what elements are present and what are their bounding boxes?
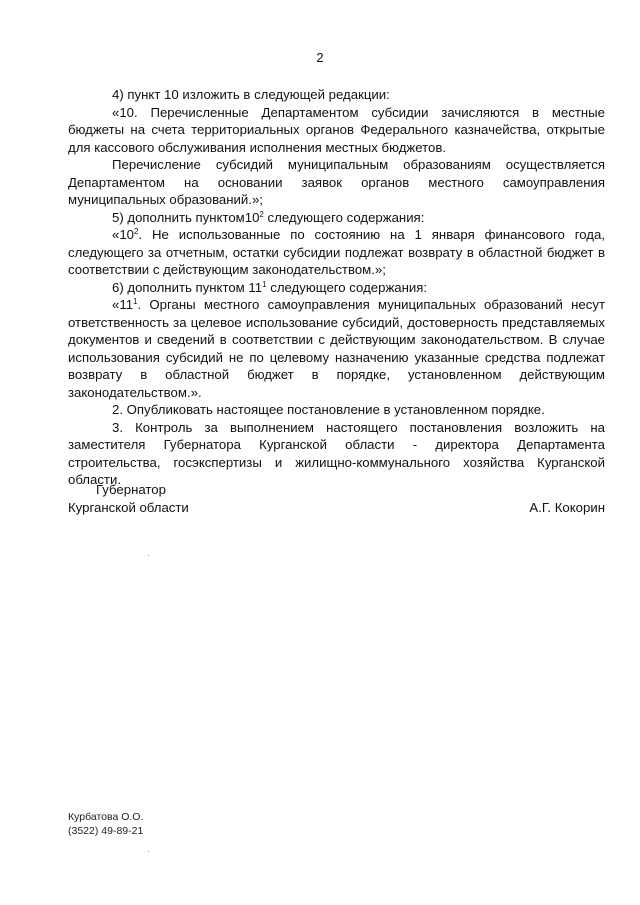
scan-speck bbox=[148, 851, 149, 852]
signatory-title: Губернатор bbox=[96, 482, 166, 497]
paragraph-clause-10-2: «$10^2$. Не использованные по состоянию на 1 января финансового года, следующего за отчетным, остатки субсидии подлежат возврату в областной бюджет в соответствии с действующим законодательством.»; bbox=[68, 227, 605, 277]
paragraph-clause-10: «10. Перечисленные Департаментом субсидии зачисляются в местные бюджеты на счета территориальных органов Федерального казначейства, открытые для кассового обслуживания исполнения местных бюджетов. bbox=[68, 104, 605, 155]
paragraph-control: 3. Контроль за выполнением настоящего постановления возложить на заместителя Губернатора Курганской области - директора Департамента строительства, госэкспертизы и жилищно-коммунального хозяйства Курганской области. bbox=[68, 419, 605, 487]
paragraph-transfer: Перечисление субсидий муниципальным образованиям осуществляется Департаментом на основании заявок органов местного самоуправления муниципальных образований.»; bbox=[68, 157, 605, 207]
paragraph-publish: 2. Опубликовать настоящее постановление в установленном порядке. bbox=[112, 402, 545, 417]
paragraph-clause-11-1: «$11^1$. Органы местного самоуправления муниципальных образований несут ответственность за целевое использование субсидий, достоверность представляемых документов и сведений в соответствии с действующим законодательством. В случае использования субсидий не по целевому назначению указанные средства подлежат возврату в областной бюджет в порядке, установленном действующим законодательством.». bbox=[68, 297, 605, 400]
footer-contact bbox=[68, 811, 143, 838]
signature-block bbox=[68, 481, 605, 516]
author-name: Курбатова О.О. bbox=[68, 811, 144, 823]
document-body bbox=[68, 86, 605, 489]
paragraph-item-4: 4) пункт 10 изложить в следующей редакции: bbox=[112, 87, 390, 102]
signatory-region: Курганской области bbox=[68, 499, 189, 515]
paragraph-item-5: 5) дополнить $пунктом10^2$ следующего содержания: bbox=[112, 209, 425, 225]
page-number: 2 bbox=[316, 50, 324, 65]
signatory-name: А.Г. Кокорин bbox=[529, 499, 605, 515]
author-phone: (3522) 49-89-21 bbox=[68, 824, 144, 837]
paragraph-item-6: 6) дополнить пунктом $11^1$ следующего содержания: bbox=[112, 279, 428, 295]
scan-speck bbox=[148, 555, 149, 556]
